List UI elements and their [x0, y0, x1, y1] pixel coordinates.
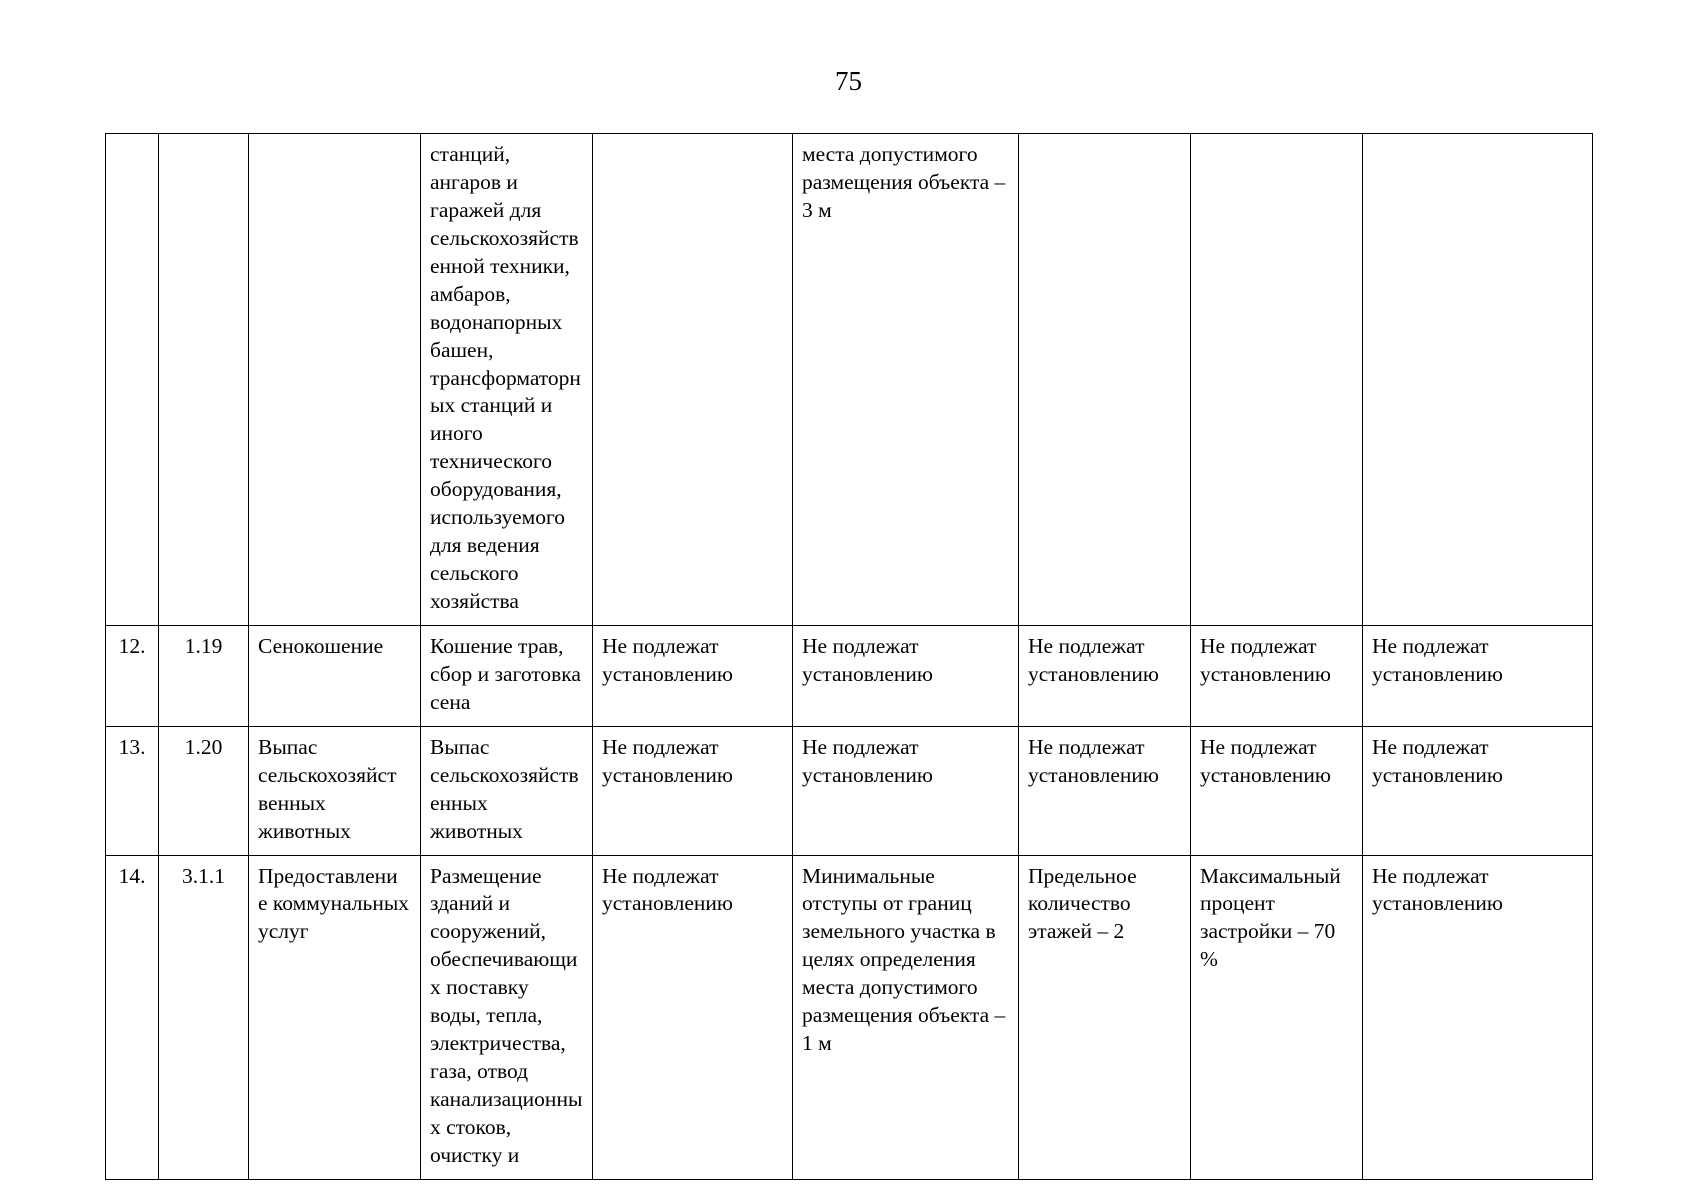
cell-text: Размещение зданий и сооружений, обеспечивающи х поставку воды, тепла, электричества, газа, отвод канализационны х стоков, очистку и: [430, 863, 583, 1167]
cell-col5: [593, 625, 793, 726]
cell-name: [249, 625, 421, 726]
cell-text: Не подлежат установлению: [1028, 734, 1159, 787]
cell-text: Не подлежат установлению: [1200, 633, 1331, 686]
cell-code: [159, 726, 249, 855]
table-container: [0, 95, 1697, 1180]
cell-text: 14.: [118, 863, 146, 888]
cell-text: Не подлежат установлению: [1372, 863, 1503, 916]
cell-code: [159, 134, 249, 626]
cell-col5: [593, 726, 793, 855]
cell-col9: [1363, 134, 1593, 626]
cell-text: Максимальный процент застройки – 70 %: [1200, 863, 1341, 972]
cell-text: Не подлежат установлению: [1200, 734, 1331, 787]
page-number: 75: [835, 66, 862, 96]
cell-text: Не подлежат установлению: [802, 633, 933, 686]
cell-col9: [1363, 726, 1593, 855]
table-row: [106, 855, 1593, 1179]
cell-col8: [1191, 726, 1363, 855]
cell-col8: [1191, 134, 1363, 626]
cell-text: 13.: [118, 734, 146, 759]
cell-col7: [1019, 855, 1191, 1179]
cell-code: [159, 855, 249, 1179]
cell-col8: [1191, 625, 1363, 726]
cell-col6: [793, 134, 1019, 626]
cell-num: [106, 134, 159, 626]
cell-text: Не подлежат установлению: [1372, 633, 1503, 686]
cell-text: станций, ангаров и гаражей для сельскохозяйств енной техники, амбаров, водонапорных башен, трансформаторн ых станций и иного технического оборудования, используемого для ведения сельского хозяйства: [430, 142, 581, 613]
cell-col7: [1019, 625, 1191, 726]
cell-col7: [1019, 726, 1191, 855]
cell-name: [249, 134, 421, 626]
cell-num: [106, 726, 159, 855]
cell-description: [421, 726, 593, 855]
cell-text: Не подлежат установлению: [802, 734, 933, 787]
cell-col7: [1019, 134, 1191, 626]
cell-text: Выпас сельскохозяйств енных животных: [430, 734, 579, 843]
cell-num: [106, 625, 159, 726]
cell-text: Выпас сельскохозяйст венных животных: [258, 734, 397, 843]
cell-text: Не подлежат установлению: [602, 734, 733, 787]
cell-col5: [593, 855, 793, 1179]
cell-col8: [1191, 855, 1363, 1179]
cell-text: Не подлежат установлению: [602, 863, 733, 916]
cell-num: [106, 855, 159, 1179]
cell-text: Минимальные отступы от границ земельного участка в целях определения места допустимого размещения объекта – 1 м: [802, 863, 1006, 1056]
table-row: [106, 134, 1593, 626]
cell-text: 1.20: [184, 734, 223, 759]
table-row: [106, 625, 1593, 726]
cell-description: [421, 855, 593, 1179]
cell-text: Сенокошение: [258, 633, 384, 658]
cell-text: Не подлежат установлению: [1372, 734, 1503, 787]
cell-description: [421, 134, 593, 626]
cell-text: Предельное количество этажей – 2: [1028, 863, 1137, 944]
cell-col9: [1363, 855, 1593, 1179]
cell-col9: [1363, 625, 1593, 726]
cell-text: 12.: [118, 633, 146, 658]
cell-text: Предоставлени е коммунальных услуг: [258, 863, 410, 944]
cell-text: Кошение трав, сбор и заготовка сена: [430, 633, 581, 714]
cell-col6: [793, 855, 1019, 1179]
cell-col6: [793, 726, 1019, 855]
cell-code: [159, 625, 249, 726]
cell-col5: [593, 134, 793, 626]
land-use-parameters-table: [105, 133, 1593, 1180]
cell-text: места допустимого размещения объекта – 3 м: [802, 142, 1006, 222]
table-row: [106, 726, 1593, 855]
cell-name: [249, 726, 421, 855]
cell-col6: [793, 625, 1019, 726]
cell-text: 3.1.1: [182, 863, 225, 888]
cell-name: [249, 855, 421, 1179]
cell-text: Не подлежат установлению: [1028, 633, 1159, 686]
cell-text: 1.19: [184, 633, 223, 658]
cell-description: [421, 625, 593, 726]
cell-text: Не подлежат установлению: [602, 633, 733, 686]
